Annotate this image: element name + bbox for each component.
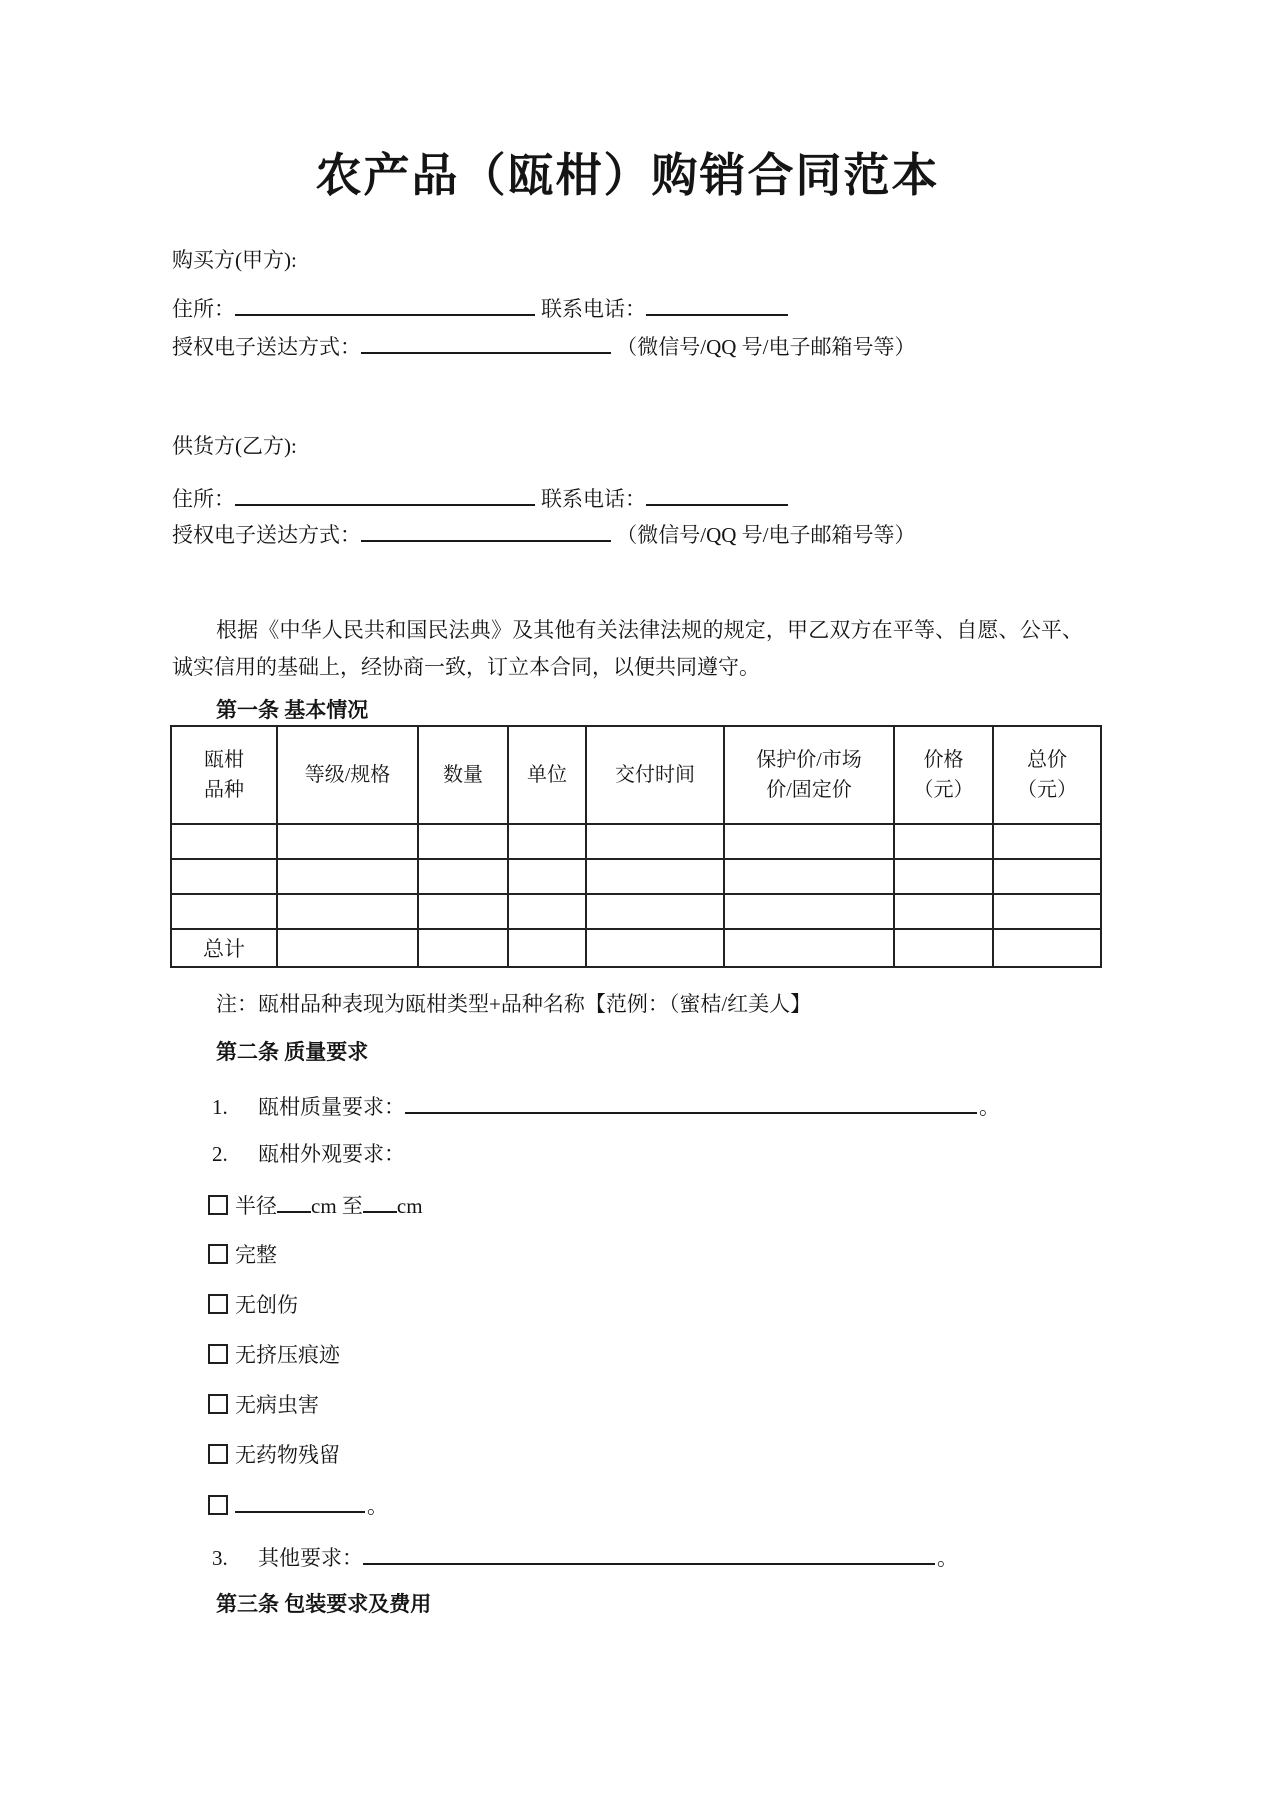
- table-cell[interactable]: [418, 859, 508, 894]
- table-cell[interactable]: [993, 929, 1101, 967]
- supplier-phone-label: 联系电话：: [541, 487, 646, 512]
- item3-label: 其他要求：: [258, 1546, 363, 1571]
- table-cell[interactable]: [171, 824, 277, 859]
- table-header-cell: 保护价/市场 价/固定价: [724, 726, 894, 824]
- table-row: [171, 859, 1101, 894]
- table-cell[interactable]: [724, 859, 894, 894]
- check-label: 无病虫害: [235, 1393, 319, 1417]
- check-label: 无药物残留: [235, 1443, 340, 1467]
- quality-requirement-blank[interactable]: [405, 1090, 977, 1114]
- table-cell[interactable]: [508, 929, 586, 967]
- supplier-address-label: 住所：: [172, 487, 235, 512]
- check-label: 完整: [235, 1243, 277, 1267]
- buyer-delivery-note: （微信号/QQ 号/电子邮箱号等）: [616, 335, 916, 360]
- table-cell[interactable]: [724, 894, 894, 929]
- no-pests-checkbox-icon[interactable]: [208, 1394, 228, 1414]
- item2-number: 2.: [212, 1142, 228, 1166]
- buyer-heading: 购买方(甲方):: [172, 248, 297, 272]
- table-header-row: [171, 726, 1101, 824]
- item1-number: 1.: [212, 1095, 228, 1120]
- table-header-cell: 瓯柑 品种: [171, 726, 277, 824]
- supplier-delivery-note: （微信号/QQ 号/电子邮箱号等）: [616, 523, 916, 548]
- check-item-no-crush-marks: [172, 1339, 1119, 1369]
- table-header-cell: 单位: [508, 726, 586, 824]
- table-cell[interactable]: [993, 894, 1101, 929]
- radius-checkbox-icon[interactable]: [208, 1195, 228, 1215]
- buyer-address-blank[interactable]: [235, 292, 535, 316]
- table-cell[interactable]: [894, 929, 993, 967]
- table-cell[interactable]: [277, 894, 418, 929]
- supplier-address-row: [172, 482, 1083, 513]
- table-cell[interactable]: [586, 824, 724, 859]
- appearance-requirement-item: [172, 1138, 1083, 1168]
- table-cell[interactable]: [586, 894, 724, 929]
- table-body: [171, 824, 1101, 967]
- table-row: [171, 894, 1101, 929]
- table-cell[interactable]: [277, 929, 418, 967]
- table-cell[interactable]: [508, 859, 586, 894]
- buyer-delivery-label: 授权电子送达方式：: [172, 335, 361, 360]
- radius-min-blank[interactable]: [277, 1189, 311, 1213]
- supplier-delivery-row: [172, 518, 1083, 549]
- table-cell[interactable]: [508, 894, 586, 929]
- table-row: [171, 824, 1101, 859]
- intact-checkbox-icon[interactable]: [208, 1244, 228, 1264]
- supplier-phone-blank[interactable]: [646, 482, 788, 506]
- table-cell[interactable]: [171, 859, 277, 894]
- check-item-no-wound: [172, 1289, 1119, 1319]
- table-cell[interactable]: [277, 824, 418, 859]
- table-header-cell: 价格 （元）: [894, 726, 993, 824]
- buyer-address-row: [172, 292, 1083, 323]
- table-cell[interactable]: [894, 824, 993, 859]
- table-cell[interactable]: [586, 929, 724, 967]
- table-cell[interactable]: [418, 929, 508, 967]
- table-cell[interactable]: [508, 824, 586, 859]
- table-cell[interactable]: [894, 859, 993, 894]
- table-cell[interactable]: [993, 824, 1101, 859]
- article1-heading: 第一条 基本情况: [216, 698, 369, 722]
- table-cell[interactable]: [894, 894, 993, 929]
- buyer-phone-blank[interactable]: [646, 292, 788, 316]
- table-header-cell: 交付时间: [586, 726, 724, 824]
- quality-requirement-item: [172, 1090, 1083, 1121]
- table-cell[interactable]: [993, 859, 1101, 894]
- check-item-no-pests: [172, 1389, 1119, 1419]
- custom-check-period: 。: [367, 1494, 388, 1519]
- table-cell[interactable]: [724, 929, 894, 967]
- table-cell[interactable]: [418, 824, 508, 859]
- check-item-custom: [172, 1489, 1119, 1520]
- basic-info-table: [170, 725, 1102, 968]
- supplier-delivery-label: 授权电子送达方式：: [172, 523, 361, 548]
- no-wound-checkbox-icon[interactable]: [208, 1294, 228, 1314]
- supplier-address-blank[interactable]: [235, 482, 535, 506]
- radius-check-item: [172, 1189, 1119, 1220]
- table-total-row: [171, 929, 1101, 967]
- other-requirement-blank[interactable]: [363, 1541, 935, 1565]
- total-label-cell: 总计: [171, 929, 277, 967]
- document-title: 农产品（瓯柑）购销合同范本: [315, 150, 940, 201]
- table-cell[interactable]: [724, 824, 894, 859]
- buyer-delivery-row: [172, 330, 1083, 361]
- item2-label: 瓯柑外观要求：: [258, 1142, 405, 1166]
- buyer-address-label: 住所：: [172, 297, 235, 322]
- radius-max-blank[interactable]: [363, 1189, 397, 1213]
- article3-heading: 第三条 包装要求及费用: [216, 1592, 432, 1616]
- item3-period: 。: [937, 1546, 958, 1571]
- custom-check-blank[interactable]: [235, 1489, 365, 1513]
- article2-heading: 第二条 质量要求: [216, 1040, 369, 1064]
- no-residue-checkbox-icon[interactable]: [208, 1444, 228, 1464]
- table-cell[interactable]: [171, 894, 277, 929]
- table-header-cell: 总价 （元）: [993, 726, 1101, 824]
- check-label: 无挤压痕迹: [235, 1343, 340, 1367]
- no-crush-checkbox-icon[interactable]: [208, 1344, 228, 1364]
- buyer-delivery-blank[interactable]: [361, 330, 611, 354]
- preamble-paragraph: 根据《中华人民共和国民法典》及其他有关法律法规的规定，甲乙双方在平等、自愿、公平、诚实信用的基础上，经协商一致，订立本合同，以便共同遵守。: [172, 618, 1083, 679]
- item1-period: 。: [979, 1095, 1000, 1120]
- item3-number: 3.: [212, 1546, 228, 1571]
- table-header-cell: 等级/规格: [277, 726, 418, 824]
- table-cell[interactable]: [277, 859, 418, 894]
- radius-prefix: 半径: [235, 1194, 277, 1219]
- check-label: 无创伤: [235, 1293, 298, 1317]
- buyer-phone-label: 联系电话：: [541, 297, 646, 322]
- table-cell[interactable]: [586, 859, 724, 894]
- radius-mid: cm 至: [311, 1194, 363, 1219]
- table-note: 注：瓯柑品种表现为瓯柑类型+品种名称【范例：（蜜桔/红美人】: [216, 992, 812, 1016]
- other-requirement-item: [172, 1541, 1083, 1572]
- check-item-no-residue: [172, 1439, 1119, 1469]
- custom-checkbox-icon[interactable]: [208, 1495, 228, 1515]
- item1-label: 瓯柑质量要求：: [258, 1095, 405, 1120]
- table-header-cell: 数量: [418, 726, 508, 824]
- supplier-heading: 供货方(乙方):: [172, 434, 297, 458]
- check-item-intact: [172, 1239, 1119, 1269]
- supplier-delivery-blank[interactable]: [361, 518, 611, 542]
- table-cell[interactable]: [418, 894, 508, 929]
- radius-end: cm: [396, 1194, 423, 1219]
